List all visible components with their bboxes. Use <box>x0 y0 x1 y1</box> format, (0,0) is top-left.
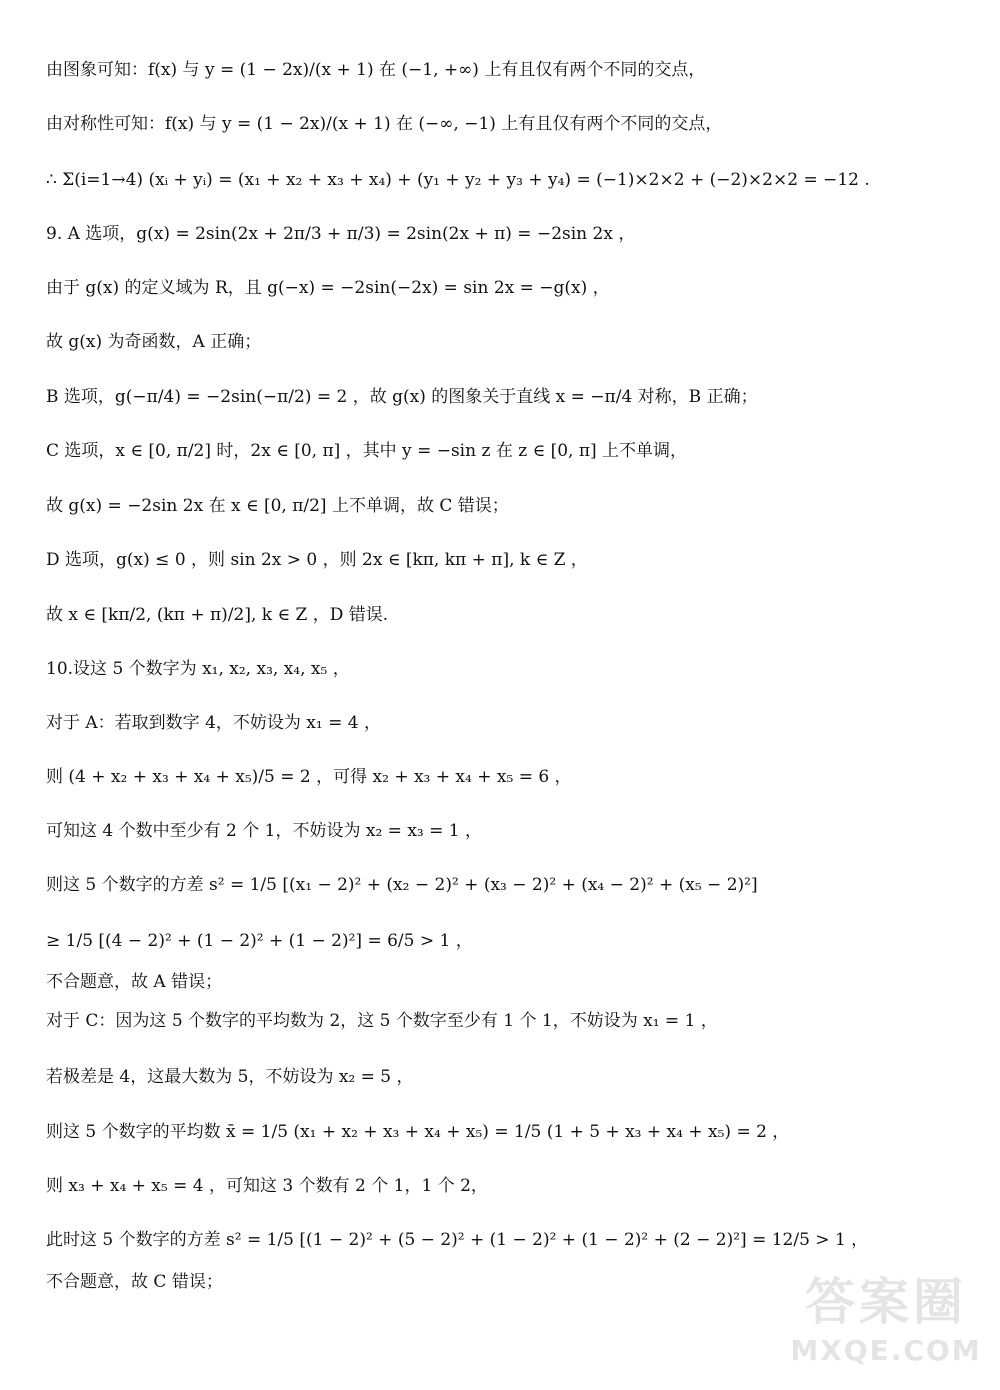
text-line-24: 不合题意，故 C 错误； <box>46 1272 223 1292</box>
text-line-2: 由对称性可知：f(x) 与 y = (1 − 2x)/(x + 1) 在 (−∞, −1) 上有且仅有两个不同的交点， <box>46 114 723 134</box>
text-line-15: 可知这 4 个数中至少有 2 个 1，不妨设为 x₂ = x₃ = 1 ， <box>46 821 482 841</box>
site-watermark <box>786 1270 986 1382</box>
text-line-17: ≥ 1/5 [(4 − 2)² + (1 − 2)² + (1 − 2)²] = 6/5 > 1 ， <box>46 931 473 951</box>
text-line-11: 故 x ∈ [kπ/2, (kπ + π)/2], k ∈ Z ，D 错误. <box>46 605 389 625</box>
text-line-7: B 选项，g(−π/4) = −2sin(−π/2) = 2 ，故 g(x) 的图象关于直线 x = −π/4 对称，B 正确； <box>46 387 758 407</box>
text-line-21: 则这 5 个数字的平均数 x̄ = 1/5 (x₁ + x₂ + x₃ + x₄ + x₅) = 1/5 (1 + 5 + x₃ + x₄ + x₅) = 2 ， <box>46 1122 790 1142</box>
text-line-10: D 选项，g(x) ≤ 0 ，则 sin 2x > 0 ，则 2x ∈ [kπ, kπ + π], k ∈ Z ， <box>46 550 588 570</box>
text-line-16: 则这 5 个数字的方差 s² = 1/5 [(x₁ − 2)² + (x₂ − 2)² + (x₃ − 2)² + (x₄ − 2)² + (x₅ − 2)²] <box>46 875 758 895</box>
text-line-3: ∴ Σ(i=1→4) (xᵢ + yᵢ) = (x₁ + x₂ + x₃ + x₄) + (y₁ + y₂ + y₃ + y₄) = (−1)×2×2 + (−2)×2×2 = −12 . <box>46 170 870 190</box>
watermark-site: MXQE.COM <box>790 1334 982 1367</box>
text-line-13: 对于 A：若取到数字 4，不妨设为 x₁ = 4 ， <box>46 713 381 733</box>
text-line-14: 则 (4 + x₂ + x₃ + x₄ + x₅)/5 = 2 ，可得 x₂ + x₃ + x₄ + x₅ = 6 ， <box>46 767 572 787</box>
text-line-18: 不合题意，故 A 错误； <box>46 972 223 992</box>
text-line-20: 若极差是 4，这最大数为 5，不妨设为 x₂ = 5 ， <box>46 1067 414 1087</box>
watermark-logo: 答案圈 <box>805 1273 967 1331</box>
text-line-19: 对于 C：因为这 5 个数字的平均数为 2，这 5 个数字至少有 1 个 1，不妨设为 x₁ = 1 ， <box>46 1011 718 1031</box>
text-line-4: 9. A 选项，g(x) = 2sin(2x + 2π/3 + π/3) = 2sin(2x + π) = −2sin 2x ， <box>46 224 636 244</box>
text-line-8: C 选项，x ∈ [0, π/2] 时，2x ∈ [0, π] ，其中 y = −sin z 在 z ∈ [0, π] 上不单调， <box>46 441 688 461</box>
text-line-5: 由于 g(x) 的定义域为 R，且 g(−x) = −2sin(−2x) = sin 2x = −g(x) ， <box>46 278 610 298</box>
text-line-6: 故 g(x) 为奇函数，A 正确； <box>46 332 262 352</box>
text-line-9: 故 g(x) = −2sin 2x 在 x ∈ [0, π/2] 上不单调，故 C 错误； <box>46 496 509 516</box>
text-line-23: 此时这 5 个数字的方差 s² = 1/5 [(1 − 2)² + (5 − 2)² + (1 − 2)² + (1 − 2)² + (2 − 2)²] = 12/5 > 1 ， <box>46 1230 869 1250</box>
text-line-1: 由图象可知：f(x) 与 y = (1 − 2x)/(x + 1) 在 (−1, +∞) 上有且仅有两个不同的交点， <box>46 60 706 80</box>
text-line-12: 10.设这 5 个数字为 x₁, x₂, x₃, x₄, x₅ ， <box>46 659 350 679</box>
text-line-22: 则 x₃ + x₄ + x₅ = 4 ，可知这 3 个数有 2 个 1，1 个 2， <box>46 1176 488 1196</box>
